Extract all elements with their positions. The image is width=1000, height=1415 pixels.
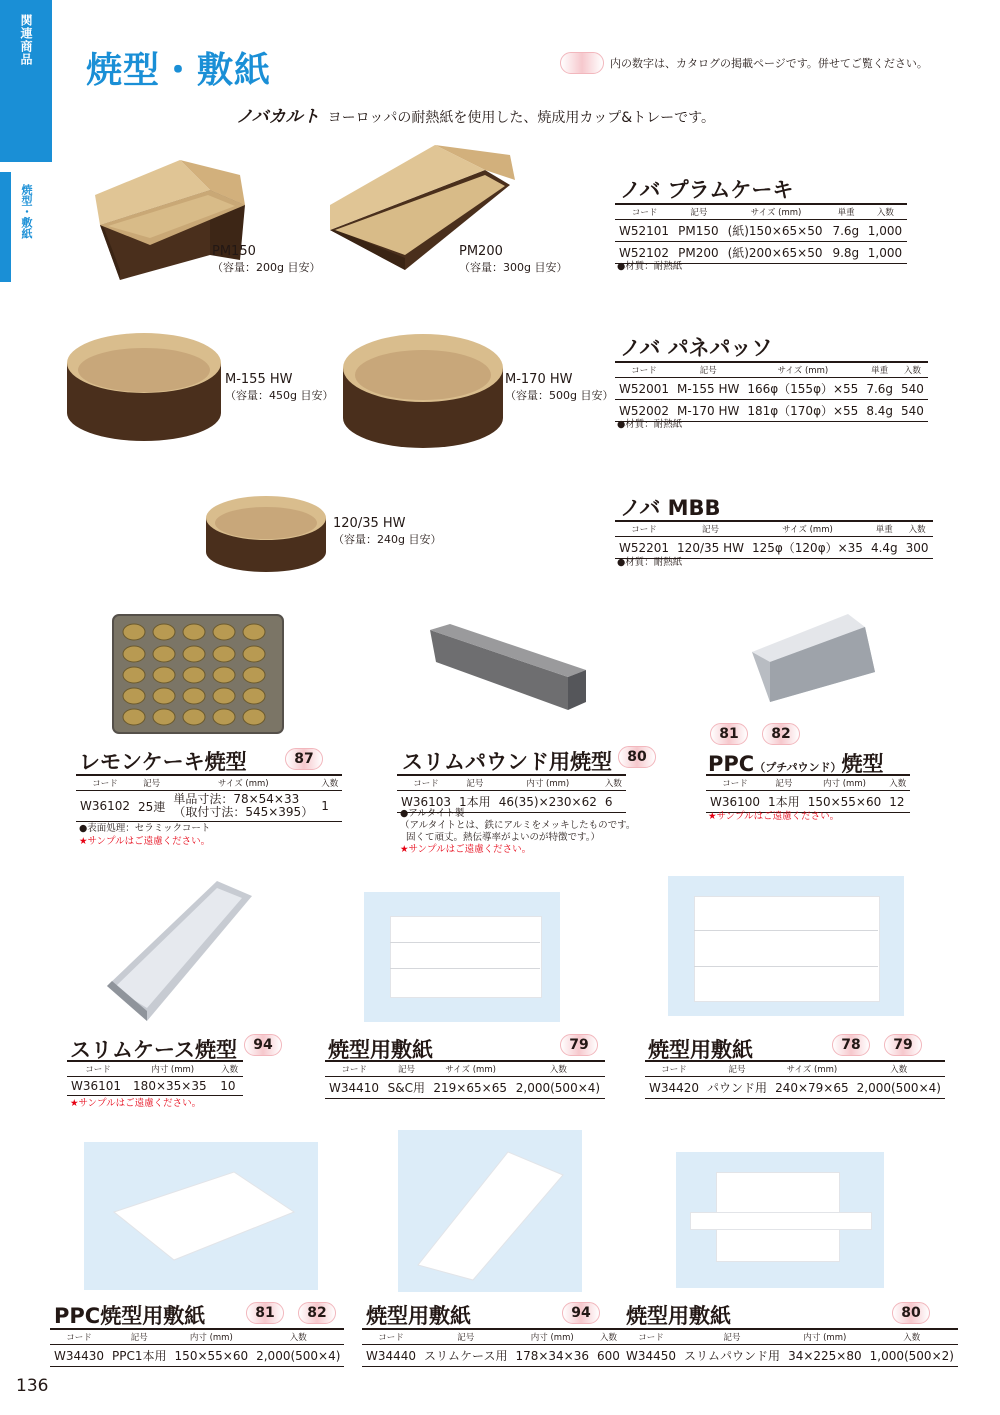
- cell: 180×35×35: [129, 1077, 216, 1096]
- product-title-sheet-2: 焼型用敷紙: [648, 1038, 753, 1062]
- page-ref-badge-sample: [560, 52, 604, 74]
- cell: M-155 HW: [673, 378, 743, 400]
- page-reference-note: [560, 52, 928, 74]
- col-header: 記号: [134, 775, 169, 791]
- note-line: ★サンプルはご遠慮ください。: [79, 836, 211, 847]
- col-header: 入数: [864, 204, 907, 220]
- col-header: 記号: [703, 1061, 771, 1077]
- ppc-pan-image: [750, 612, 880, 702]
- col-header: コード: [362, 1329, 420, 1345]
- slim-case-sheet-shape: [398, 1130, 582, 1292]
- caption-pm150: [212, 244, 320, 276]
- notes-slim-pound: [400, 808, 635, 856]
- col-header: 内寸 (mm): [511, 1329, 593, 1345]
- round-cup-m170-image: [338, 318, 508, 453]
- cell: 46(35)×230×62: [495, 791, 601, 813]
- col-header: 入数: [593, 1329, 624, 1345]
- material-note-pane: ●材質：耐熱紙: [617, 419, 683, 430]
- round-cup-mbb-image: [202, 490, 330, 580]
- cell: PPC1本用: [108, 1345, 171, 1367]
- sheet-paper-pound-image: [668, 876, 904, 1016]
- cell: 219×65×65: [429, 1077, 511, 1099]
- table-header-row: [67, 1061, 243, 1077]
- page-title: 焼型・敷紙: [86, 50, 272, 91]
- col-header: 記号: [764, 775, 804, 791]
- caption-name: M-155 HW: [225, 372, 293, 387]
- notes-lemon: [79, 822, 210, 848]
- col-header: 単重: [828, 204, 863, 220]
- table-row: [67, 1077, 243, 1096]
- col-header: コード: [50, 1329, 108, 1345]
- col-header: 内寸 (mm): [171, 1329, 253, 1345]
- col-header: コード: [397, 775, 455, 791]
- ppc-sheet-shape: [84, 1142, 318, 1290]
- col-header: 記号: [680, 1329, 784, 1345]
- col-header: 記号: [674, 204, 723, 220]
- page-ref-badge[interactable]: 81: [710, 723, 748, 745]
- cell: 7.6g: [828, 220, 863, 242]
- table-header-row: [706, 775, 910, 791]
- cell: 600: [593, 1345, 624, 1367]
- product-title-pane: ノバ パネパッソ: [620, 336, 773, 360]
- table-row: [325, 1077, 605, 1099]
- col-header: 内寸 (mm): [129, 1061, 216, 1077]
- brand-name: ノバカルト: [236, 107, 320, 127]
- col-header: コード: [645, 1061, 703, 1077]
- table-header-row: [615, 362, 928, 378]
- cell: W36101: [67, 1077, 129, 1096]
- cell: W52001: [615, 378, 673, 400]
- intro: [236, 102, 715, 127]
- col-header: 内寸 (mm): [804, 775, 886, 791]
- lemon-cake-tray-image: [112, 614, 284, 734]
- table-row: [76, 791, 342, 822]
- note-line: （アルタイトとは、鉄にアルミをメッキしたものです。: [400, 820, 636, 831]
- spec-table-pane: [615, 361, 928, 422]
- col-header: サイズ (mm): [724, 204, 829, 220]
- cell: 178×34×36: [511, 1345, 593, 1367]
- cell: 1: [317, 791, 342, 822]
- cell: 166φ（155φ）×55: [743, 378, 862, 400]
- cell: 150×55×60: [171, 1345, 253, 1367]
- sheet-paper-slim-pound-image: [676, 1152, 884, 1288]
- table-header-row: [50, 1329, 344, 1345]
- caption-capacity: （容量：200g 目安）: [212, 261, 321, 274]
- note-text: 内の数字は、カタログの掲載ページです。併せてご覧ください。: [610, 57, 928, 70]
- page-ref-badge[interactable]: 79: [560, 1034, 598, 1056]
- caption-name: PM150: [212, 244, 256, 259]
- col-header: 記号: [673, 362, 743, 378]
- product-title-mbb: ノバ MBB: [620, 496, 721, 520]
- cell: 4.4g: [867, 537, 902, 559]
- caption-name: 120/35 HW: [333, 516, 406, 531]
- side-tab-label: 関連商品: [19, 14, 33, 66]
- cell: 25連: [134, 791, 169, 822]
- cell: W52201: [615, 537, 673, 559]
- product-title-plum: ノバ プラムケーキ: [620, 178, 794, 202]
- cell: W34450: [622, 1345, 680, 1367]
- slim-case-pan-image: [102, 876, 254, 1026]
- spec-table-sheet-2: [645, 1060, 945, 1099]
- note-line: ●アルタイト製: [400, 808, 465, 819]
- product-title-sheet-1: 焼型用敷紙: [328, 1038, 433, 1062]
- product-title-slim-pound: スリムパウンド用焼型: [402, 750, 612, 774]
- caption-name: M-170 HW: [505, 372, 573, 387]
- page-ref-badge[interactable]: 94: [244, 1034, 282, 1056]
- cell: 6: [601, 791, 626, 813]
- col-header: 単重: [867, 521, 902, 537]
- page-ref-badge[interactable]: 82: [298, 1302, 336, 1324]
- note-line: ★サンプルはご遠慮ください。: [400, 844, 532, 855]
- page-ref-badge[interactable]: 80: [892, 1302, 930, 1324]
- table-row: [50, 1345, 344, 1367]
- table-header-row: [615, 521, 933, 537]
- cell: W52101: [615, 220, 674, 242]
- slim-pound-pan-image: [428, 622, 588, 712]
- col-header: 単重: [862, 362, 897, 378]
- side-tab-current-label: 焼型・敷紙: [20, 184, 33, 239]
- col-header: 記号: [384, 1061, 430, 1077]
- col-header: 入数: [853, 1061, 945, 1077]
- cell: 34×225×80: [784, 1345, 866, 1367]
- product-title-slim-case: スリムケース焼型: [70, 1038, 237, 1062]
- cell: 2,000(500×4): [512, 1077, 605, 1099]
- col-header: 入数: [902, 521, 933, 537]
- page-ref-badge[interactable]: 82: [762, 723, 800, 745]
- cell: 2,000(500×4): [252, 1345, 344, 1367]
- spec-table-sheet-3: [50, 1328, 344, 1367]
- cell: 540: [897, 378, 928, 400]
- table-row: [615, 378, 928, 400]
- cell: (紙)150×65×50: [724, 220, 829, 242]
- cell: W34420: [645, 1077, 703, 1099]
- note-slim-case: ★サンプルはご遠慮ください。: [70, 1098, 202, 1109]
- cell: 540: [897, 400, 928, 422]
- caption-mbb: [333, 516, 441, 548]
- caption-capacity: （容量：300g 目安）: [459, 261, 568, 274]
- cell: 1,000(500×2): [866, 1345, 958, 1367]
- col-header: 入数: [317, 775, 342, 791]
- ppc-title-end: 焼型: [841, 752, 884, 776]
- cell: M-170 HW: [673, 400, 743, 422]
- side-tab-marker: [0, 172, 11, 282]
- caption-m155: [225, 372, 333, 404]
- table-row: [615, 220, 907, 242]
- cell: W34410: [325, 1077, 384, 1099]
- ppc-title-sub: （プチパウンド）: [754, 761, 842, 774]
- col-header: 内寸 (mm): [784, 1329, 866, 1345]
- table-row: [362, 1345, 624, 1367]
- note-line: 固くて頑丈。熱伝導率がよいのが特徴です。）: [406, 832, 601, 843]
- caption-capacity: （容量：240g 目安）: [333, 533, 442, 546]
- caption-name: PM200: [459, 244, 503, 259]
- table-row: [622, 1345, 958, 1367]
- cell: W34430: [50, 1345, 108, 1367]
- table-header-row: [362, 1329, 624, 1345]
- page-number: 136: [16, 1376, 49, 1396]
- page-ref-badge[interactable]: 80: [618, 746, 656, 768]
- col-header: 入数: [252, 1329, 344, 1345]
- cell: パウンド用: [703, 1077, 771, 1099]
- cell: PM200: [674, 242, 723, 264]
- ppc-title-main: PPC: [708, 752, 755, 776]
- col-header: コード: [615, 521, 673, 537]
- cell: スリムケース用: [420, 1345, 511, 1367]
- col-header: コード: [325, 1061, 384, 1077]
- size-line: 単品寸法：78×54×33: [173, 792, 300, 806]
- table-header-row: [645, 1061, 945, 1077]
- col-header: コード: [67, 1061, 129, 1077]
- cell: 1本用: [764, 791, 804, 813]
- cell: 9.8g: [828, 242, 863, 264]
- size-line: （取付寸法：545×395）: [173, 805, 314, 819]
- col-header: 記号: [455, 775, 495, 791]
- cell: 240×79×65: [771, 1077, 853, 1099]
- cell: 1本用: [455, 791, 495, 813]
- table-header-row: [622, 1329, 958, 1345]
- col-header: 記号: [420, 1329, 511, 1345]
- cell: W52102: [615, 242, 674, 264]
- col-header: サイズ (mm): [169, 775, 317, 791]
- cell: W36100: [706, 791, 764, 813]
- caption-pm200: [459, 244, 567, 276]
- side-tab-current[interactable]: [11, 184, 41, 274]
- table-header-row: [325, 1061, 605, 1077]
- cell: S&C用: [384, 1077, 430, 1099]
- product-title-lemon: レモンケーキ焼型: [79, 750, 247, 774]
- cell: 300: [902, 537, 933, 559]
- cell: 150×55×60: [804, 791, 886, 813]
- col-header: 入数: [885, 775, 910, 791]
- table-header-row: [397, 775, 626, 791]
- cell: W36103: [397, 791, 455, 813]
- product-title-sheet-3: PPC焼型用敷紙: [54, 1304, 206, 1328]
- cell: W36102: [76, 791, 134, 822]
- col-header: コード: [615, 362, 673, 378]
- cell: 12: [885, 791, 910, 813]
- col-header: 入数: [216, 1061, 243, 1077]
- sheet-paper-ppc-image: [84, 1142, 318, 1290]
- cell: W52002: [615, 400, 673, 422]
- spec-table-sheet-4: [362, 1328, 624, 1367]
- product-title-sheet-5: 焼型用敷紙: [626, 1304, 731, 1328]
- sheet-paper-s-c-image: [364, 892, 560, 1022]
- cell: 120/35 HW: [673, 537, 748, 559]
- cell: 2,000(500×4): [853, 1077, 945, 1099]
- cell: (紙)200×65×50: [724, 242, 829, 264]
- cell: 1,000: [864, 242, 907, 264]
- cell: PM150: [674, 220, 723, 242]
- col-header: 入数: [601, 775, 626, 791]
- caption-m170: [505, 372, 613, 404]
- spec-table-slim-case: [67, 1060, 243, 1096]
- col-header: コード: [615, 204, 674, 220]
- note-line: ●表面処理：セラミックコート: [79, 823, 211, 834]
- material-note-plum: ●材質：耐熱紙: [617, 261, 683, 272]
- col-header: コード: [706, 775, 764, 791]
- page-ref-badge[interactable]: 87: [285, 748, 323, 770]
- col-header: 入数: [897, 362, 928, 378]
- material-note-mbb: ●材質：耐熱紙: [617, 557, 683, 568]
- spec-table-lemon: [76, 774, 342, 822]
- cell: 125φ（120φ）×35: [748, 537, 867, 559]
- spec-table-sheet-1: [325, 1060, 605, 1099]
- cell: W34440: [362, 1345, 420, 1367]
- page-ref-badge[interactable]: 81: [246, 1302, 284, 1324]
- col-header: サイズ (mm): [748, 521, 867, 537]
- cell: [169, 791, 317, 822]
- col-header: サイズ (mm): [743, 362, 862, 378]
- col-header: コード: [622, 1329, 680, 1345]
- caption-capacity: （容量：450g 目安）: [225, 389, 334, 402]
- product-title-sheet-4: 焼型用敷紙: [366, 1304, 471, 1328]
- table-row: [645, 1077, 945, 1099]
- intro-text: ヨーロッパの耐熱紙を使用した、焼成用カップ&トレーです。: [327, 110, 716, 126]
- col-header: 内寸 (mm): [495, 775, 601, 791]
- cell: スリムパウンド用: [680, 1345, 784, 1367]
- round-cup-m155-image: [62, 318, 227, 443]
- cell: 1,000: [864, 220, 907, 242]
- spec-table-plum: [615, 203, 907, 264]
- page-ref-badge[interactable]: 79: [884, 1034, 922, 1056]
- cell: 7.6g: [862, 378, 897, 400]
- col-header: 記号: [673, 521, 748, 537]
- table-header-row: [76, 775, 342, 791]
- side-tab-related[interactable]: [0, 0, 52, 162]
- col-header: コード: [76, 775, 134, 791]
- col-header: サイズ (mm): [429, 1061, 511, 1077]
- cell: 10: [216, 1077, 243, 1096]
- note-ppc: ★サンプルはご遠慮ください。: [708, 811, 840, 822]
- table-header-row: [615, 204, 907, 220]
- cell: 181φ（170φ）×55: [743, 400, 862, 422]
- col-header: 記号: [108, 1329, 171, 1345]
- page-ref-badge[interactable]: 78: [832, 1034, 870, 1056]
- col-header: 入数: [866, 1329, 958, 1345]
- caption-capacity: （容量：500g 目安）: [505, 389, 614, 402]
- spec-table-sheet-5: [622, 1328, 958, 1367]
- cell: 8.4g: [862, 400, 897, 422]
- col-header: サイズ (mm): [771, 1061, 853, 1077]
- col-header: 入数: [512, 1061, 605, 1077]
- page-ref-badge[interactable]: 94: [562, 1302, 600, 1324]
- sheet-paper-slim-case-image: [398, 1130, 582, 1292]
